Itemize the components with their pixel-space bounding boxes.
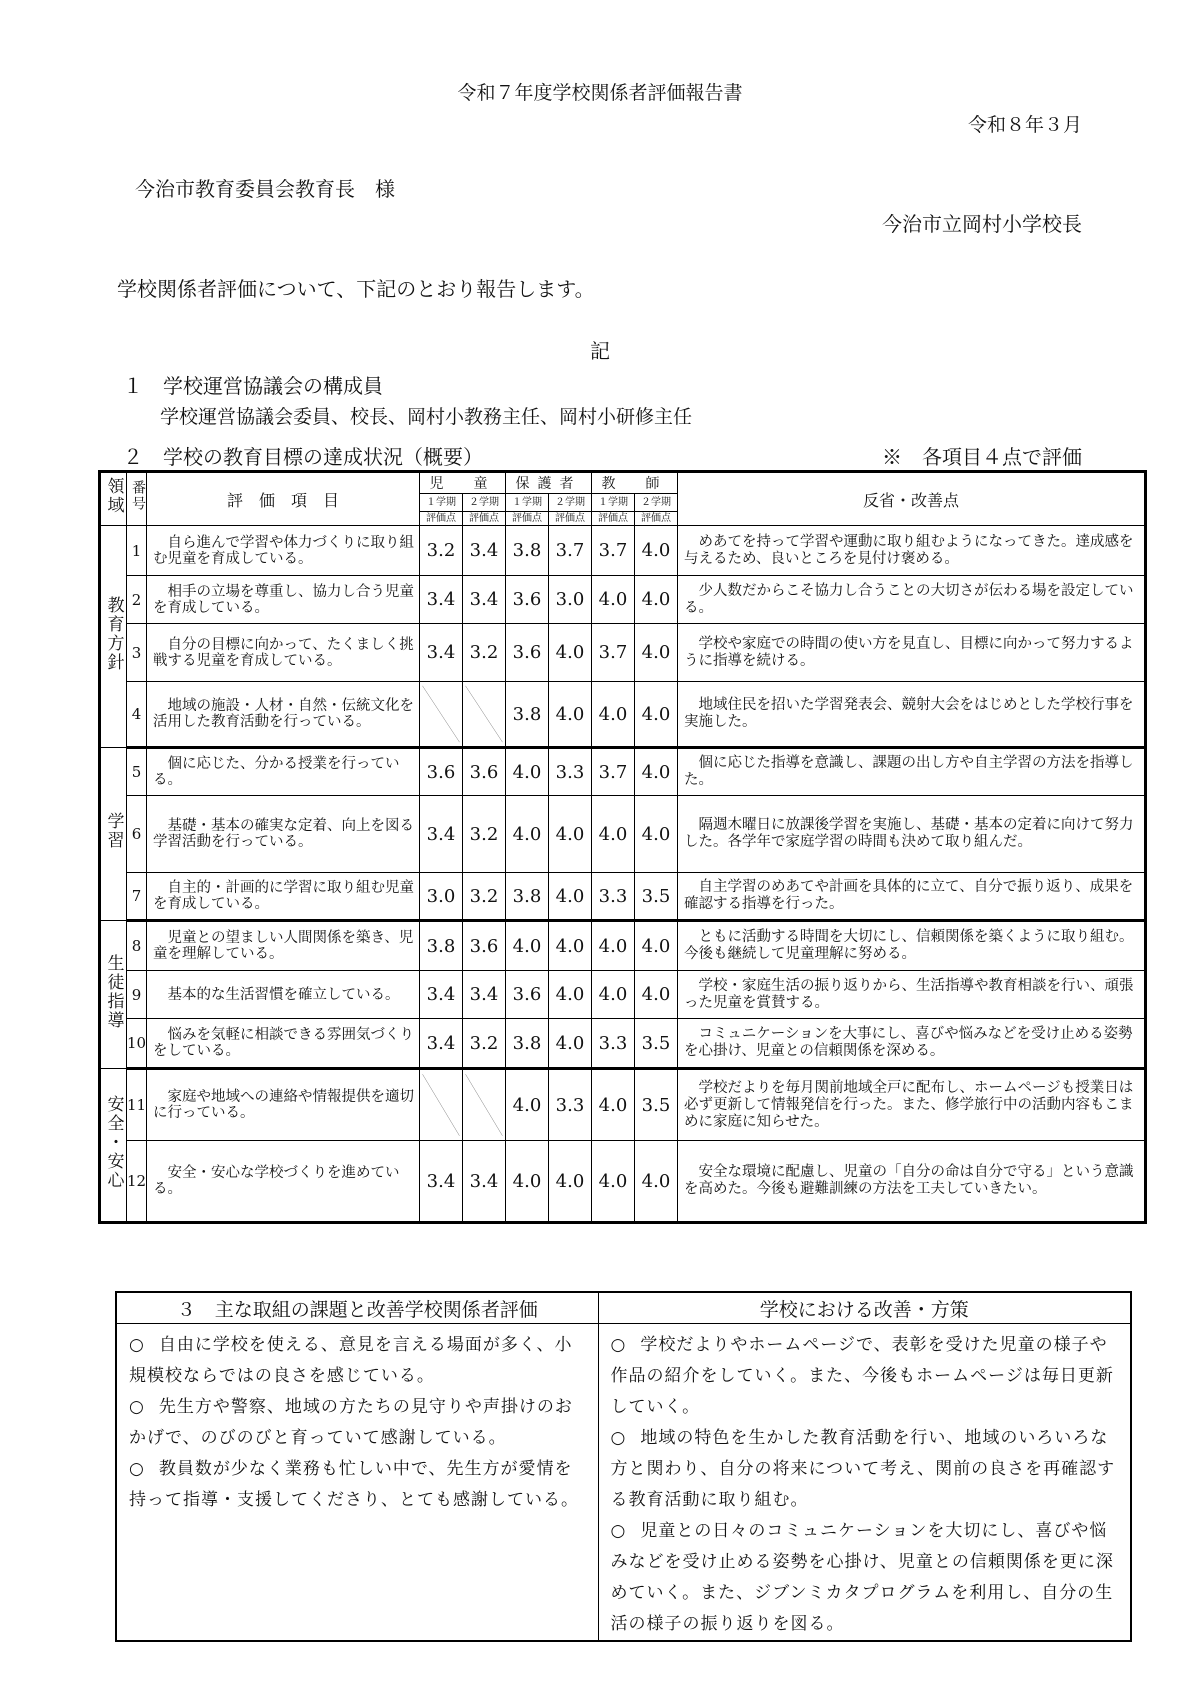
score-cell: 4.0 [635, 576, 678, 624]
item-number: 12 [127, 1141, 147, 1223]
score-cell: 3.3 [549, 748, 592, 796]
score-cell: 4.0 [635, 796, 678, 873]
evaluation-item: 自分の目標に向かって、たくましく挑戦する児童を育成している。 [147, 624, 420, 682]
evaluation-item: 家庭や地域への連絡や情報提供を適切に行っている。 [147, 1069, 420, 1141]
list-item-text: 児童との日々のコミュニケーションを大切にし、喜びや悩みなどを受け止める姿勢を心掛け、児童との信頼関係を更に深めていく。また、ジブンミカタプログラムを利用し、自分の生活の様子の振り返りを図る。 [610, 1521, 1114, 1634]
circle-bullet-icon: ○ [129, 1397, 145, 1417]
score-cell: 3.4 [420, 576, 463, 624]
reflection-text: コミュニケーションを大事にし、喜びや悩みなどを受け止める姿勢を心掛け、児童との信頼関係を深める。 [678, 1019, 1146, 1069]
score-cell: 3.4 [420, 1141, 463, 1223]
header-group-teachers: 教 師 [592, 472, 678, 494]
list-item [129, 1330, 586, 1392]
domain-cell: 学習 [100, 748, 127, 921]
score-cell: 4.0 [592, 921, 635, 971]
item-number: 9 [127, 971, 147, 1019]
list-item-text: 先生方や警察、地域の方たちの見守りや声掛けのおかげで、のびのびと育っていて感謝している。 [129, 1397, 573, 1448]
header-term: １学期 [420, 494, 463, 512]
score-cell: 3.4 [463, 526, 506, 576]
list-item-text: 学校だよりやホームページで、表彰を受けた児童の様子や作品の紹介をしていく。また、今後もホームページは毎日更新していく。 [610, 1335, 1114, 1417]
header-term: ２学期 [549, 494, 592, 512]
reflection-text: めあてを持って学習や運動に取り組むようになってきた。達成感を与えるため、良いところを見付け褒める。 [678, 526, 1146, 576]
score-cell: 3.5 [635, 1069, 678, 1141]
evaluation-item: 基礎・基本の確実な定着、向上を図る学習活動を行っている。 [147, 796, 420, 873]
intro-text: 学校関係者評価について、下記のとおり報告します。 [117, 277, 595, 301]
score-cell: 4.0 [592, 1141, 635, 1223]
section3-table [115, 1291, 1132, 1642]
header-score-label: 評価点 [506, 512, 549, 526]
score-cell: 3.2 [420, 526, 463, 576]
domain-cell: 教育方針 [100, 526, 127, 748]
score-cell: 3.6 [463, 921, 506, 971]
score-cell: 4.0 [592, 796, 635, 873]
reflection-text: 学校・家庭生活の振り返りから、生活指導や教育相談を行い、頑張った児童を賞賛する。 [678, 971, 1146, 1019]
not-applicable-slash [420, 1069, 463, 1141]
item-number: 3 [127, 624, 147, 682]
score-cell: 3.7 [592, 748, 635, 796]
header-score-label: 評価点 [592, 512, 635, 526]
header-score-label: 評価点 [463, 512, 506, 526]
score-cell: 4.0 [592, 971, 635, 1019]
table-row [100, 1141, 1146, 1223]
score-cell: 3.4 [463, 971, 506, 1019]
score-cell: 4.0 [549, 682, 592, 748]
score-cell: 4.0 [549, 873, 592, 921]
header-term: １学期 [592, 494, 635, 512]
score-cell: 3.4 [420, 971, 463, 1019]
list-item-text: 教員数が少なく業務も忙しい中で、先生方が愛情を持って指導・支援してくださり、とても感謝している。 [129, 1459, 579, 1510]
reflection-text: 学校や家庭での時間の使い方を見直し、目標に向かって努力するように指導を続ける。 [678, 624, 1146, 682]
score-cell: 3.0 [549, 576, 592, 624]
section2-heading: ２ 学校の教育目標の達成状況（概要） [123, 445, 483, 469]
score-cell: 3.2 [463, 873, 506, 921]
score-cell: 3.8 [506, 1019, 549, 1069]
score-cell: 4.0 [549, 1141, 592, 1223]
score-cell: 4.0 [549, 921, 592, 971]
score-cell: 3.5 [635, 1019, 678, 1069]
section3-right-heading: 学校における改善・方策 [598, 1292, 1131, 1324]
score-cell: 4.0 [592, 682, 635, 748]
header-term: ２学期 [635, 494, 678, 512]
score-cell: 4.0 [635, 971, 678, 1019]
table-row [100, 1019, 1146, 1069]
evaluation-item: 基本的な生活習慣を確立している。 [147, 971, 420, 1019]
section2-note: ※ 各項目４点で評価 [882, 445, 1082, 469]
header-score-label: 評価点 [635, 512, 678, 526]
addressee: 今治市教育委員会教育長 様 [135, 177, 395, 201]
reflection-text: ともに活動する時間を大切にし、信頼関係を築くように取り組む。今後も継続して児童理解に努める。 [678, 921, 1146, 971]
score-cell: 3.7 [592, 624, 635, 682]
table-row [100, 873, 1146, 921]
table-row [100, 624, 1146, 682]
score-cell: 3.3 [592, 1019, 635, 1069]
not-applicable-slash [463, 1069, 506, 1141]
score-cell: 4.0 [549, 971, 592, 1019]
score-cell: 3.2 [463, 624, 506, 682]
score-cell: 4.0 [549, 796, 592, 873]
circle-bullet-icon: ○ [610, 1428, 627, 1448]
score-cell: 3.6 [463, 748, 506, 796]
reflection-text: 個に応じた指導を意識し、課題の出し方や自主学習の方法を指導した。 [678, 748, 1146, 796]
ki-marker: 記 [590, 339, 610, 363]
score-cell: 4.0 [592, 576, 635, 624]
table-row [100, 682, 1146, 748]
domain-cell: 安全・安心 [100, 1069, 127, 1223]
section3-left-cell [116, 1324, 598, 1642]
item-number: 8 [127, 921, 147, 971]
table-row [100, 1069, 1146, 1141]
item-number: 6 [127, 796, 147, 873]
evaluation-item: 地域の施設・人材・自然・伝統文化を活用した教育活動を行っている。 [147, 682, 420, 748]
report-date: 令和８年３月 [967, 114, 1082, 136]
table-row [100, 526, 1146, 576]
score-cell: 3.8 [506, 682, 549, 748]
score-cell: 4.0 [506, 921, 549, 971]
header-reflection: 反省・改善点 [678, 472, 1146, 526]
score-cell: 4.0 [635, 624, 678, 682]
section1-body: 学校運営協議会委員、校長、岡村小教務主任、岡村小研修主任 [160, 406, 693, 428]
list-item-text: 地域の特色を生かした教育活動を行い、地域のいろいろな方と関わり、自分の将来について考え、関前の良さを再確認する教育活動に取り組む。 [610, 1428, 1116, 1510]
score-cell: 3.0 [420, 873, 463, 921]
item-number: 7 [127, 873, 147, 921]
header-item: 評 価 項 目 [147, 472, 420, 526]
table-row [100, 796, 1146, 873]
item-number: 5 [127, 748, 147, 796]
domain-cell: 生徒指導 [100, 921, 127, 1069]
header-group-children: 児 童 [420, 472, 506, 494]
score-cell: 3.2 [463, 796, 506, 873]
table-row [100, 921, 1146, 971]
circle-bullet-icon: ○ [610, 1521, 627, 1541]
score-cell: 3.6 [420, 748, 463, 796]
score-cell: 4.0 [635, 748, 678, 796]
score-cell: 4.0 [635, 1141, 678, 1223]
header-number: 番号 [127, 472, 147, 526]
circle-bullet-icon: ○ [610, 1335, 627, 1355]
header-term: ２学期 [463, 494, 506, 512]
circle-bullet-icon: ○ [129, 1335, 145, 1355]
reflection-text: 自主学習のめあてや計画を具体的に立て、自分で振り返り、成果を確認する指導を行った。 [678, 873, 1146, 921]
list-item [611, 1423, 1119, 1516]
reflection-text: 隔週木曜日に放課後学習を実施し、基礎・基本の定着に向けて努力した。各学年で家庭学習の時間も決めて取り組んだ。 [678, 796, 1146, 873]
score-cell: 4.0 [549, 1019, 592, 1069]
reflection-text: 安全な環境に配慮し、児童の「自分の命は自分で守る」という意識を高めた。今後も避難訓練の方法を工夫していきたい。 [678, 1141, 1146, 1223]
section3-left-heading: ３ 主な取組の課題と改善学校関係者評価 [116, 1292, 598, 1324]
item-number: 1 [127, 526, 147, 576]
score-cell: 4.0 [506, 796, 549, 873]
table-row [100, 748, 1146, 796]
score-cell: 4.0 [635, 682, 678, 748]
score-cell: 3.4 [463, 576, 506, 624]
score-cell: 3.5 [635, 873, 678, 921]
evaluation-item: 安全・安心な学校づくりを進めている。 [147, 1141, 420, 1223]
score-cell: 3.7 [549, 526, 592, 576]
evaluation-item: 悩みを気軽に相談できる雰囲気づくりをしている。 [147, 1019, 420, 1069]
section3-right-cell [598, 1324, 1131, 1642]
sender: 今治市立岡村小学校長 [882, 212, 1082, 236]
header-score-label: 評価点 [549, 512, 592, 526]
header-score-label: 評価点 [420, 512, 463, 526]
not-applicable-slash [463, 682, 506, 748]
reflection-text: 地域住民を招いた学習発表会、競射大会をはじめとした学校行事を実施した。 [678, 682, 1146, 748]
list-item [129, 1454, 586, 1516]
score-cell: 3.2 [463, 1019, 506, 1069]
score-cell: 3.4 [420, 1019, 463, 1069]
score-cell: 3.4 [420, 624, 463, 682]
score-cell: 4.0 [506, 748, 549, 796]
circle-bullet-icon: ○ [129, 1459, 145, 1479]
score-cell: 4.0 [506, 1069, 549, 1141]
score-cell: 3.8 [506, 526, 549, 576]
header-domain: 領域 [100, 472, 127, 526]
score-cell: 4.0 [592, 1069, 635, 1141]
item-number: 2 [127, 576, 147, 624]
score-cell: 3.7 [592, 526, 635, 576]
item-number: 10 [127, 1019, 147, 1069]
reflection-text: 少人数だからこそ協力し合うことの大切さが伝わる場を設定している。 [678, 576, 1146, 624]
score-cell: 3.4 [420, 796, 463, 873]
list-item [611, 1516, 1119, 1640]
evaluation-item: 個に応じた、分かる授業を行っている。 [147, 748, 420, 796]
score-cell: 4.0 [549, 624, 592, 682]
score-cell: 3.8 [506, 873, 549, 921]
list-item-text: 自由に学校を使える、意見を言える場面が多く、小規模校ならではの良さを感じている。 [129, 1335, 573, 1386]
reflection-text: 学校だよりを毎月関前地域全戸に配布し、ホームページも授業日は必ず更新して情報発信を行った。また、修学旅行中の活動内容もこまめに家庭に知らせた。 [678, 1069, 1146, 1141]
evaluation-item: 相手の立場を尊重し、協力し合う児童を育成している。 [147, 576, 420, 624]
score-cell: 4.0 [506, 1141, 549, 1223]
table-row [100, 576, 1146, 624]
score-cell: 3.6 [506, 971, 549, 1019]
score-cell: 3.4 [463, 1141, 506, 1223]
list-item [611, 1330, 1119, 1423]
table-row [100, 971, 1146, 1019]
document-title: 令和７年度学校関係者評価報告書 [457, 82, 743, 104]
score-cell: 3.6 [506, 576, 549, 624]
score-cell: 3.3 [549, 1069, 592, 1141]
score-cell: 3.6 [506, 624, 549, 682]
item-number: 4 [127, 682, 147, 748]
score-cell: 4.0 [635, 526, 678, 576]
header-group-guardians: 保護者 [506, 472, 592, 494]
evaluation-item: 自主的・計画的に学習に取り組む児童を育成している。 [147, 873, 420, 921]
evaluation-table [98, 470, 1147, 1224]
section1-heading: １ 学校運営協議会の構成員 [123, 374, 383, 398]
evaluation-item: 自ら進んで学習や体力づくりに取り組む児童を育成している。 [147, 526, 420, 576]
score-cell: 3.3 [592, 873, 635, 921]
score-cell: 4.0 [635, 921, 678, 971]
list-item [129, 1392, 586, 1454]
not-applicable-slash [420, 682, 463, 748]
item-number: 11 [127, 1069, 147, 1141]
header-term: １学期 [506, 494, 549, 512]
evaluation-item: 児童との望ましい人間関係を築き、児童を理解している。 [147, 921, 420, 971]
score-cell: 3.8 [420, 921, 463, 971]
